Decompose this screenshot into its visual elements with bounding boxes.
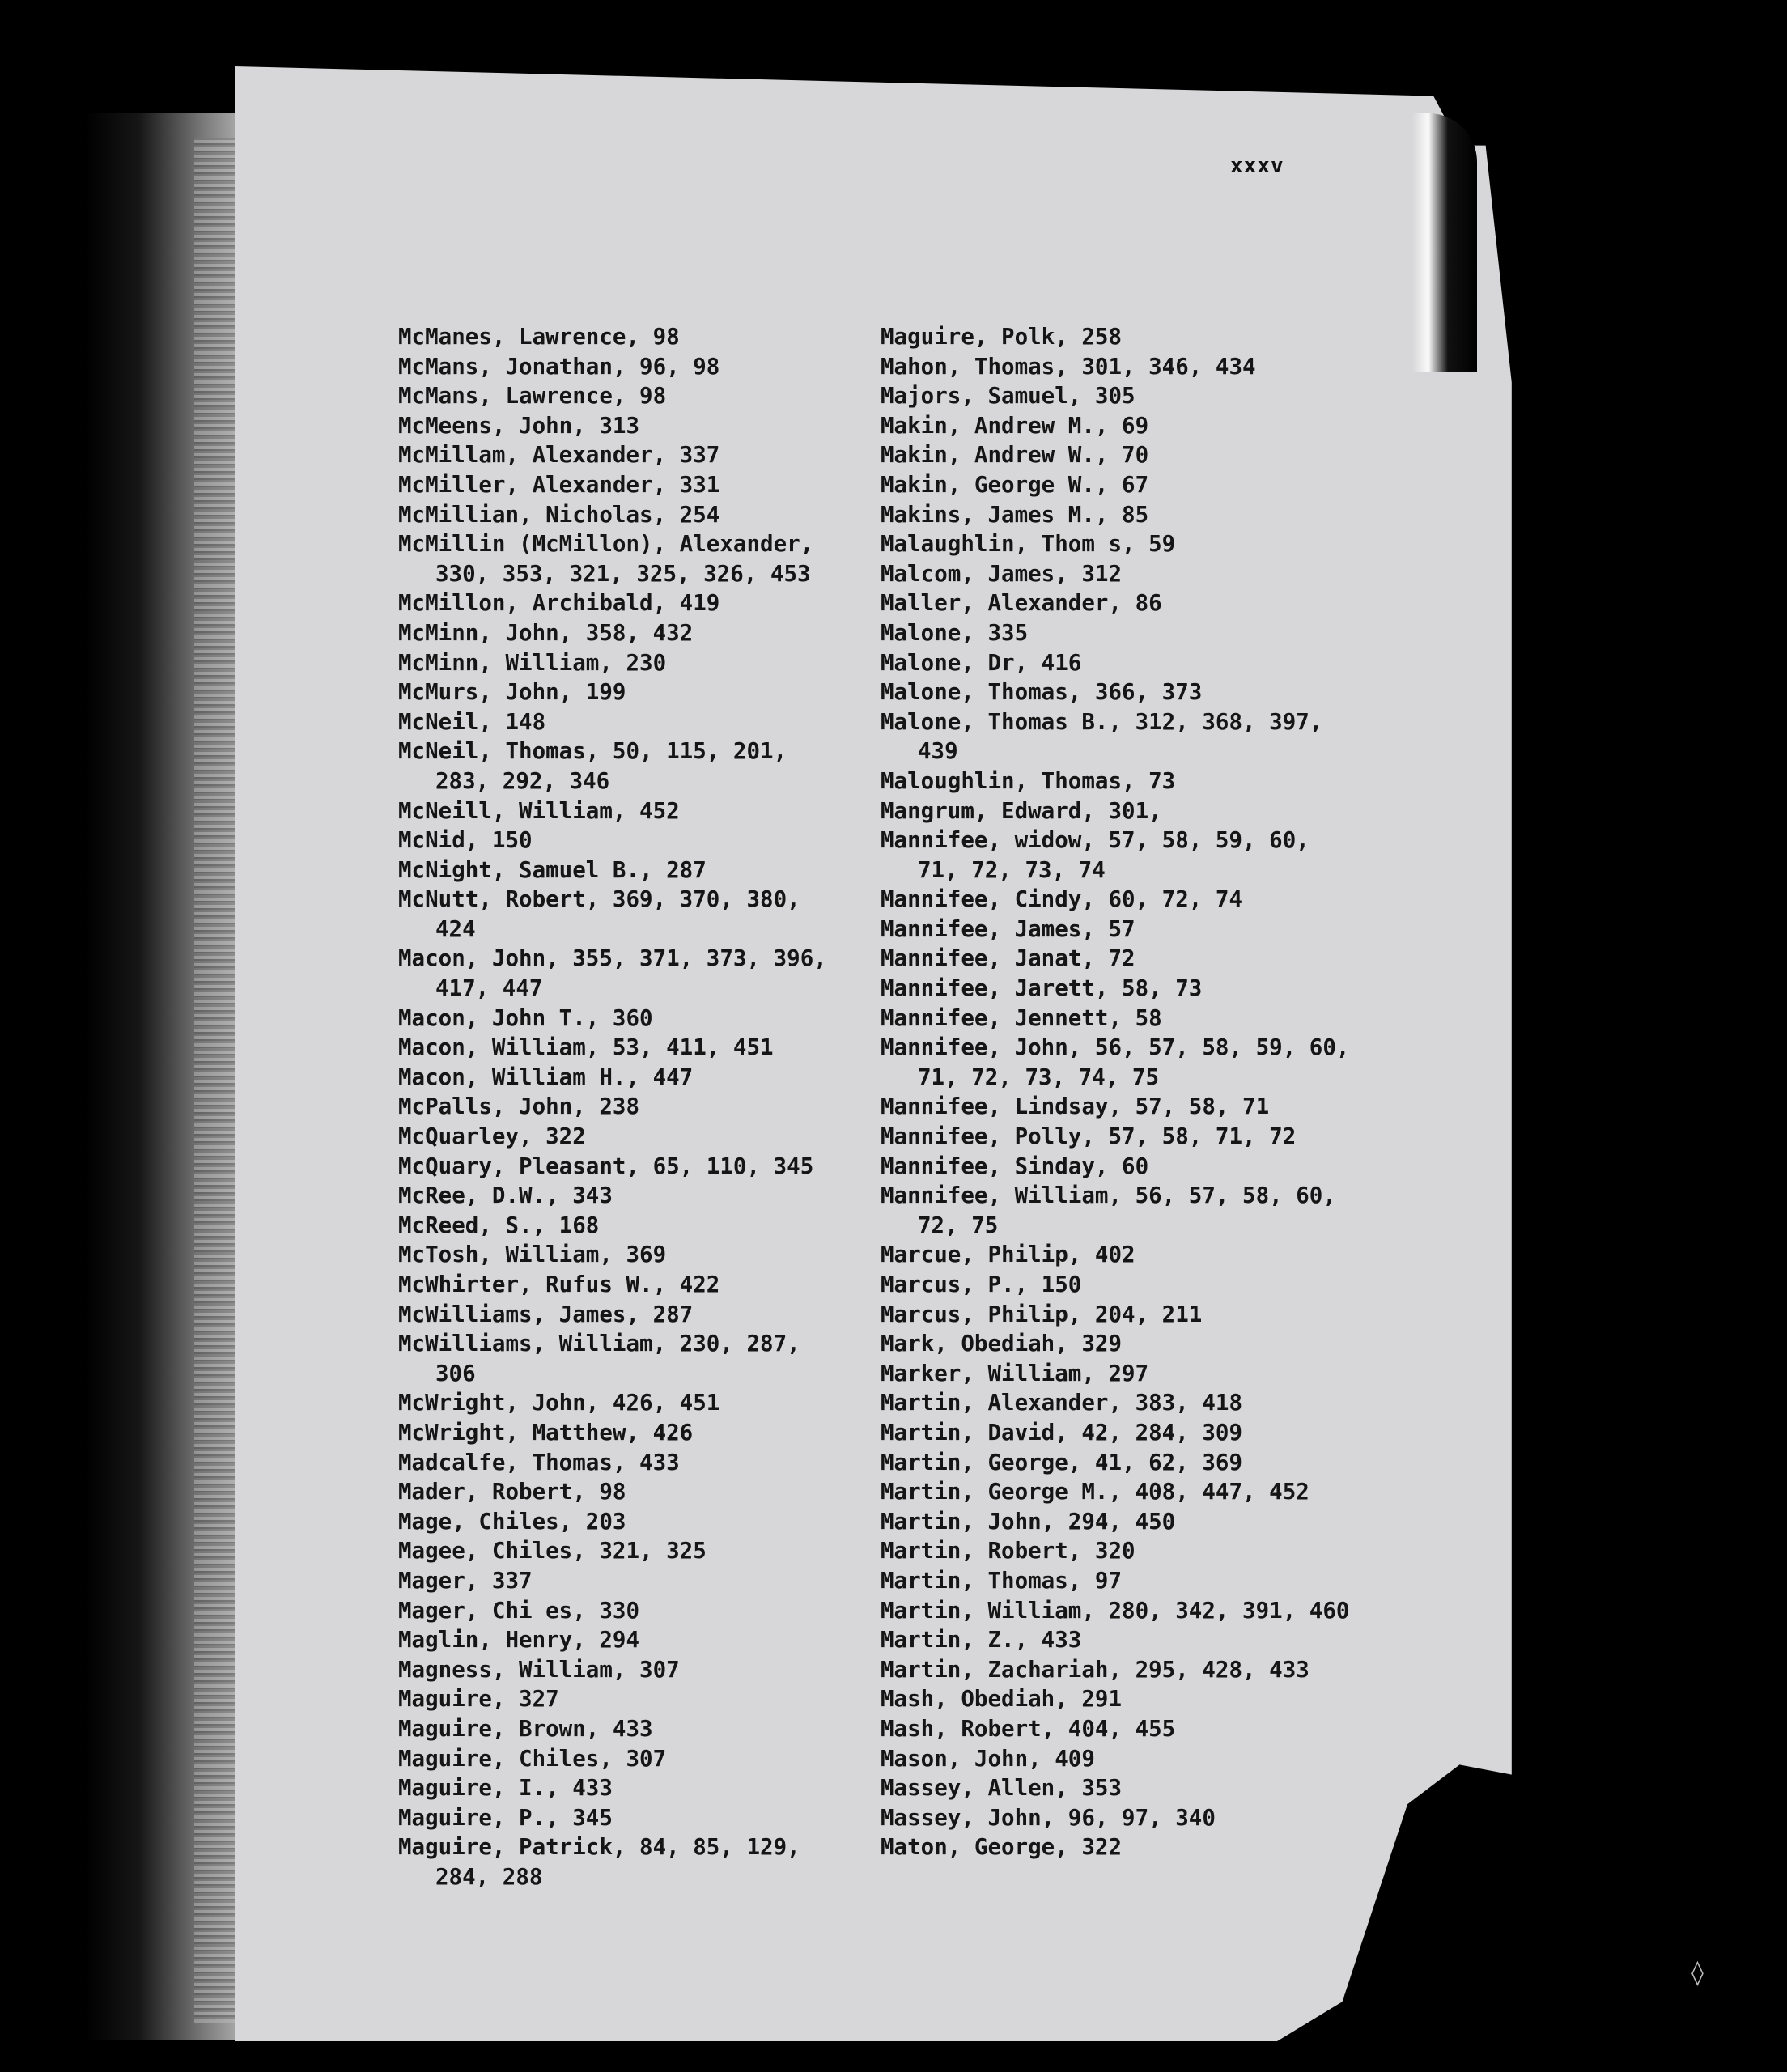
index-entry: Marcus, Philip, 204, 211: [881, 1301, 1203, 1327]
index-entry: McManes, Lawrence, 98: [398, 324, 680, 350]
index-entry: Mark, Obediah, 329: [881, 1331, 1123, 1357]
index-entry: McPalls, John, 238: [398, 1093, 640, 1120]
index-entry: Maguire, I., 433: [398, 1775, 613, 1802]
index-entry: Maguire, Brown, 433: [398, 1715, 653, 1742]
index-entry: Mager, 337: [398, 1567, 533, 1594]
index-column-right: [881, 322, 1350, 1862]
index-entry: Mannifee, widow, 57, 58, 59, 60, 71, 72, 73, 74: [881, 827, 1309, 883]
index-entry: Mannifee, Lindsay, 57, 58, 71: [881, 1093, 1270, 1120]
index-entry: Malaughlin, Thom s, 59: [881, 531, 1176, 558]
index-entry: Mager, Chi es, 330: [398, 1597, 640, 1624]
index-entry: Martin, Alexander, 383, 418: [881, 1390, 1243, 1416]
index-entry: Marcue, Philip, 402: [881, 1242, 1135, 1268]
index-entry: Mage, Chiles, 203: [398, 1508, 626, 1535]
index-entry: McTosh, William, 369: [398, 1242, 667, 1268]
index-entry: Makin, Andrew W., 70: [881, 442, 1149, 469]
index-entry: McWilliams, William, 230, 287, 306: [398, 1331, 800, 1386]
index-entry: McMinn, John, 358, 432: [398, 619, 694, 646]
index-entry: Massey, Allen, 353: [881, 1775, 1123, 1802]
index-entry: Malone, 335: [881, 619, 1029, 646]
index-entry: Makin, Andrew M., 69: [881, 412, 1149, 439]
page-curl: [1412, 113, 1477, 372]
index-entry: Macon, William H., 447: [398, 1064, 694, 1090]
index-entry: Mannifee, Polly, 57, 58, 71, 72: [881, 1123, 1297, 1150]
index-entry: Makin, George W., 67: [881, 471, 1149, 498]
index-entry: McMans, Jonathan, 96, 98: [398, 353, 720, 380]
index-entry: Makins, James M., 85: [881, 501, 1149, 528]
index-entry: Maller, Alexander, 86: [881, 590, 1162, 617]
index-entry: Maguire, 327: [398, 1686, 559, 1713]
index-entry: Maton, George, 322: [881, 1834, 1123, 1861]
index-entry: McNeil, 148: [398, 708, 546, 735]
index-entry: Mannifee, John, 56, 57, 58, 59, 60, 71, 72, 73, 74, 75: [881, 1034, 1350, 1090]
index-entry: Mash, Obediah, 291: [881, 1686, 1123, 1713]
index-entry: Maguire, P., 345: [398, 1804, 613, 1831]
index-entry: Mason, John, 409: [881, 1745, 1095, 1772]
index-entry: McMillian, Nicholas, 254: [398, 501, 720, 528]
index-entry: Macon, John T., 360: [398, 1004, 653, 1031]
index-entry: McNid, 150: [398, 827, 533, 854]
index-entry: Martin, Robert, 320: [881, 1538, 1135, 1565]
index-entry: Mangrum, Edward, 301,: [881, 797, 1162, 824]
index-entry: McReed, S., 168: [398, 1212, 600, 1238]
index-entry: McRee, D.W., 343: [398, 1182, 613, 1209]
index-entry: Marcus, P., 150: [881, 1272, 1082, 1297]
index-entry: McNeil, Thomas, 50, 115, 201, 283, 292, 346: [398, 738, 787, 794]
index-entry: McWright, Matthew, 426: [398, 1419, 694, 1446]
index-entry: McMiller, Alexander, 331: [398, 471, 720, 498]
index-entry: McMeens, John, 313: [398, 412, 640, 439]
index-entry: Maglin, Henry, 294: [398, 1627, 640, 1654]
index-entry: Martin, George, 41, 62, 369: [881, 1449, 1243, 1475]
index-entry: Malone, Thomas, 366, 373: [881, 679, 1203, 706]
index-entry: Marker, William, 297: [881, 1360, 1149, 1386]
index-entry: McMinn, William, 230: [398, 649, 667, 676]
index-entry: McWright, John, 426, 451: [398, 1390, 720, 1416]
index-entry: Martin, Thomas, 97: [881, 1567, 1123, 1594]
index-entry: McQuarley, 322: [398, 1123, 586, 1150]
index-entry: Mahon, Thomas, 301, 346, 434: [881, 353, 1256, 380]
index-entry: Malone, Thomas B., 312, 368, 397, 439: [881, 708, 1323, 765]
index-entry: Magee, Chiles, 321, 325: [398, 1538, 707, 1565]
index-entry: Mannifee, William, 56, 57, 58, 60, 72, 75: [881, 1182, 1336, 1238]
index-entry: McWilliams, James, 287: [398, 1301, 694, 1327]
index-entry: Majors, Samuel, 305: [881, 383, 1135, 410]
index-entry: McMurs, John, 199: [398, 679, 626, 706]
corner-mark: ◊: [1691, 1959, 1704, 1987]
index-entry: McMillam, Alexander, 337: [398, 442, 720, 469]
index-entry: McMillin (McMillon), Alexander, 330, 353, 321, 325, 326, 453: [398, 531, 814, 587]
index-entry: McNight, Samuel B., 287: [398, 856, 707, 883]
index-entry: Magness, William, 307: [398, 1656, 680, 1683]
index-entry: Maloughlin, Thomas, 73: [881, 767, 1176, 794]
index-column-left: [398, 322, 851, 1892]
index-entry: Maguire, Patrick, 84, 85, 129, 284, 288: [398, 1834, 800, 1890]
index-entry: Madcalfe, Thomas, 433: [398, 1449, 680, 1475]
index-entry: Mader, Robert, 98: [398, 1479, 626, 1505]
index-entry: Maguire, Chiles, 307: [398, 1745, 667, 1772]
index-entry: McQuary, Pleasant, 65, 110, 345: [398, 1153, 814, 1179]
index-entry: Mash, Robert, 404, 455: [881, 1715, 1176, 1742]
index-entry: McMillon, Archibald, 419: [398, 590, 720, 617]
index-entry: Mannifee, Sinday, 60: [881, 1153, 1149, 1179]
index-entry: Martin, George M., 408, 447, 452: [881, 1479, 1309, 1505]
index-entry: Massey, John, 96, 97, 340: [881, 1804, 1216, 1831]
index-entry: Malcom, James, 312: [881, 560, 1123, 587]
index-entry: Martin, Z., 433: [881, 1627, 1082, 1654]
index-entry: McMans, Lawrence, 98: [398, 383, 667, 410]
index-entry: Mannifee, Cindy, 60, 72, 74: [881, 886, 1243, 913]
index-entry: Martin, John, 294, 450: [881, 1508, 1176, 1535]
index-entry: McWhirter, Rufus W., 422: [398, 1272, 720, 1297]
index-entry: McNutt, Robert, 369, 370, 380, 424: [398, 886, 800, 942]
index-entry: McNeill, William, 452: [398, 797, 680, 824]
index-entry: Martin, William, 280, 342, 391, 460: [881, 1597, 1350, 1624]
index-entry: Mannifee, James, 57: [881, 915, 1135, 942]
index-entry: Macon, John, 355, 371, 373, 396, 417, 447: [398, 945, 827, 1002]
page-number: xxxv: [1230, 154, 1284, 178]
index-entry: Mannifee, Jarett, 58, 73: [881, 975, 1203, 1002]
index-entry: Mannifee, Jennett, 58: [881, 1004, 1162, 1031]
index-entry: Maguire, Polk, 258: [881, 324, 1123, 350]
index-entry: Martin, David, 42, 284, 309: [881, 1419, 1243, 1446]
index-entry: Malone, Dr, 416: [881, 649, 1082, 676]
index-entry: Mannifee, Janat, 72: [881, 945, 1135, 972]
index-entry: Macon, William, 53, 411, 451: [398, 1034, 774, 1061]
index-entry: Martin, Zachariah, 295, 428, 433: [881, 1656, 1309, 1683]
